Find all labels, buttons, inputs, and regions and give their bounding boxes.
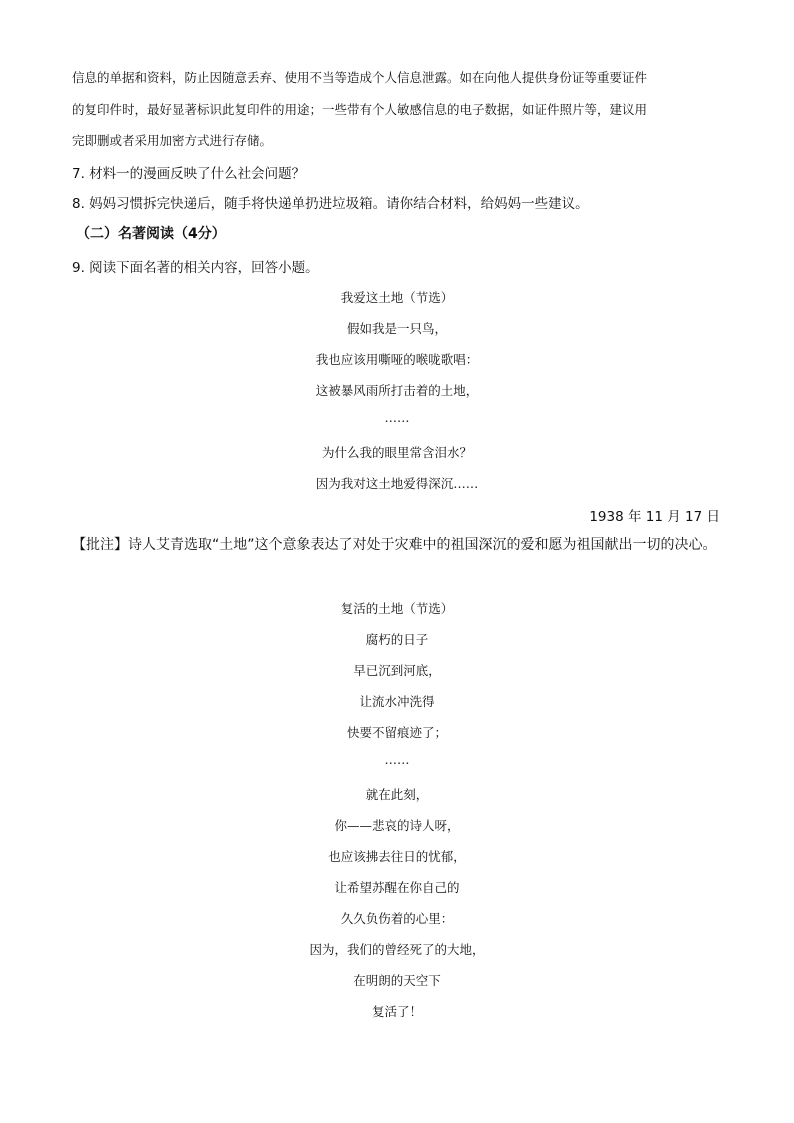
question-8: 8. 妈妈习惯拆完快递后，随手将快递单扔进垃圾箱。请你结合材料，给妈妈一些建议。 — [72, 196, 589, 212]
poem-2-line: 久久负伤着的心里： — [340, 911, 454, 926]
poem-1-line: 为什么我的眼里常含泪水？ — [321, 445, 472, 460]
poem-2-line: 让流水冲洗得 — [359, 694, 435, 709]
poem-1-title: 我爱这土地（节选） — [340, 290, 454, 305]
intro-line-2: 的复印件时，最好显著标识此复印件的用途；一些带有个人敏感信息的电子数据，如证件照片等，建议用 — [72, 102, 648, 117]
poem-1-line: 假如我是一只鸟， — [346, 321, 447, 336]
poem-2-ellipsis: …… — [384, 752, 410, 767]
section-title: （二）名著阅读（4分） — [76, 226, 226, 242]
poem-2-line: 你——悲哀的诗人呀， — [334, 818, 460, 833]
intro-line-3: 完即删或者采用加密方式进行存储。 — [72, 133, 273, 148]
annotation — [72, 530, 732, 561]
intro-line-1: 信息的单据和资料，防止因随意丢弃、使用不当等造成个人信息泄露。如在向他人提供身份证等重要证件 — [72, 70, 648, 85]
poem-2-line: 腐朽的日子 — [365, 632, 429, 647]
poem-2-line: 早已沉到河底， — [353, 663, 441, 678]
poem-2-title: 复活的土地（节选） — [340, 601, 454, 616]
poem-2-line: 也应该拂去往日的忧郁， — [328, 849, 466, 864]
poem-2-line: 复活了！ — [371, 1004, 422, 1019]
poem-2-line: 快要不留痕迹了； — [346, 725, 447, 740]
question-7: 7. 材料一的漫画反映了什么社会问题？ — [72, 166, 306, 182]
poem-1-ellipsis: …… — [384, 410, 410, 425]
annotation-text: 诗人艾青选取“土地”这个意象表达了对处于灾难中的祖国深沉的爱和愿为祖国献出一切的决心。 — [128, 537, 717, 553]
poem-1-line: 我也应该用嘶哑的喉咙歌唱： — [315, 352, 479, 367]
poem-2-line: 在明朗的天空下 — [353, 973, 441, 988]
poem-2-line: 因为，我们的曾经死了的大地， — [309, 942, 485, 957]
poem-2-line: 让希望苏醒在你自己的 — [334, 880, 460, 895]
poem-1-line: 这被暴风雨所打击着的土地， — [315, 383, 479, 398]
poem-1-line: 因为我对这土地爱得深沉…… — [315, 476, 479, 491]
annotation-tag: 【批注】 — [72, 537, 128, 553]
poem-1-date: 1938 年 11 月 17 日 — [589, 509, 720, 525]
question-9: 9. 阅读下面名著的相关内容，回答小题。 — [72, 260, 319, 276]
poem-2-line: 就在此刻， — [365, 787, 429, 802]
